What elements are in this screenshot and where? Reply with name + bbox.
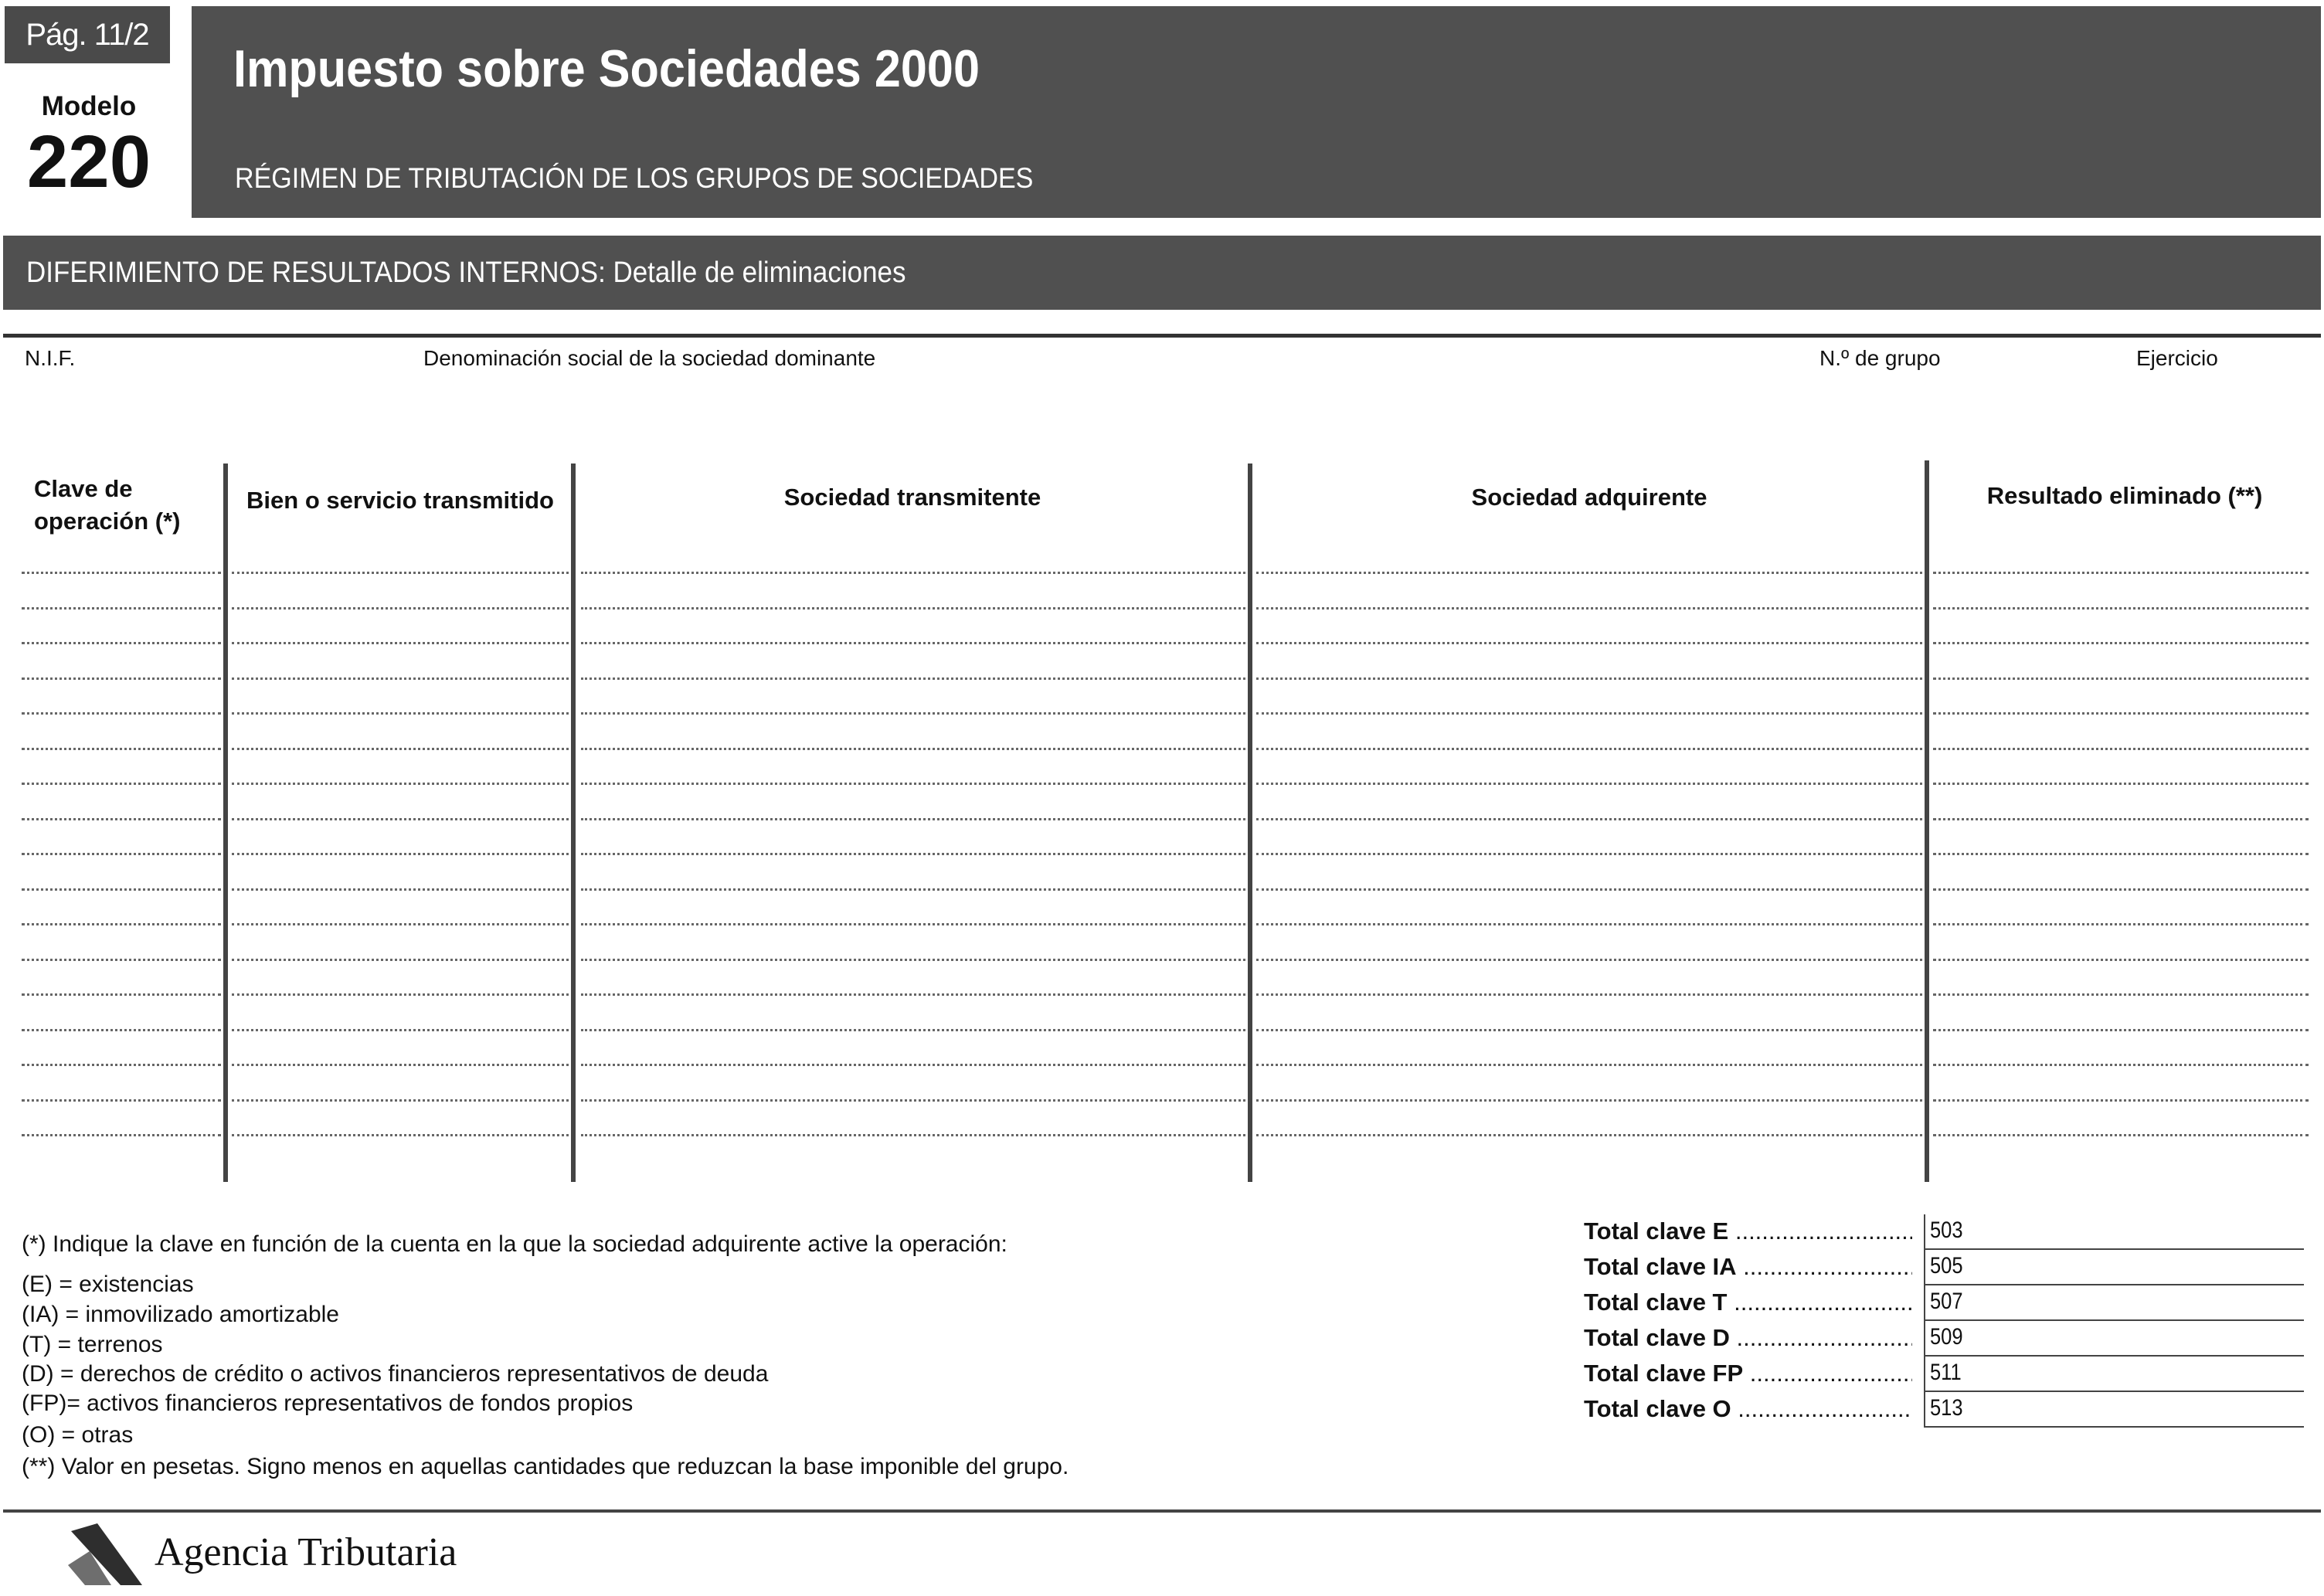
column-header-bien: Bien o servicio transmitido: [246, 487, 554, 514]
table-cell-line[interactable]: [581, 642, 1245, 644]
table-cell-line[interactable]: [581, 1029, 1245, 1031]
nif-field[interactable]: [25, 379, 334, 409]
column-separator: [1248, 464, 1252, 1182]
table-cell-line[interactable]: [232, 677, 569, 680]
total-label: Total clave E .....: [1584, 1217, 1912, 1245]
table-cell-line[interactable]: [1256, 1064, 1922, 1066]
table-cell-line[interactable]: [1256, 818, 1922, 820]
table-cell-line[interactable]: [581, 993, 1245, 996]
section-title: DIFERIMIENTO DE RESULTADOS INTERNOS: Detalle de eliminaciones: [26, 256, 906, 289]
table-cell-line[interactable]: [1933, 572, 2309, 574]
total-row-ia: [1584, 1250, 2302, 1285]
box-code: 505: [1930, 1253, 1963, 1278]
form-subtitle: RÉGIMEN DE TRIBUTACIÓN DE LOS GRUPOS DE SOCIEDADES: [235, 162, 1034, 194]
total-field[interactable]: [1924, 1392, 2304, 1428]
table-cell-line[interactable]: [1256, 1099, 1922, 1102]
table-cell-line[interactable]: [1933, 677, 2309, 680]
note-item: (E) = existencias: [22, 1272, 194, 1297]
agency-logo-icon: [66, 1520, 147, 1588]
table-cell-line[interactable]: [581, 748, 1245, 750]
column-header-resultado: Resultado eliminado (**): [1986, 482, 2263, 509]
table-cell-line[interactable]: [1256, 677, 1922, 680]
total-row-d: [1584, 1321, 2302, 1357]
table-cell-line[interactable]: [22, 1099, 221, 1102]
table-cell-line[interactable]: [1256, 888, 1922, 891]
box-code: 511: [1930, 1360, 1962, 1385]
total-field[interactable]: [1924, 1214, 2304, 1250]
table-cell-line[interactable]: [232, 959, 569, 961]
table-cell-line[interactable]: [22, 1134, 221, 1136]
total-row-e: [1584, 1214, 2302, 1250]
table-cell-line[interactable]: [581, 712, 1245, 715]
table-cell-line[interactable]: [1933, 642, 2309, 644]
total-row-t: [1584, 1285, 2302, 1321]
note-item: (IA) = inmovilizado amortizable: [22, 1302, 339, 1327]
total-label: Total clave O .....: [1584, 1395, 1912, 1423]
total-row-fp: [1584, 1357, 2302, 1392]
note-item: (FP)= activos financieros representativos de fondos propios: [22, 1391, 634, 1416]
table-cell-line[interactable]: [1933, 748, 2309, 750]
page-number-badge: Pág. 11/2: [5, 6, 170, 63]
box-code: 509: [1930, 1324, 1963, 1350]
table-cell-line[interactable]: [581, 1099, 1245, 1102]
box-code: 513: [1930, 1395, 1963, 1421]
table-cell-line[interactable]: [1256, 923, 1922, 925]
column-separator: [571, 464, 576, 1182]
table-cell-line[interactable]: [581, 677, 1245, 680]
column-header-adquirente: Sociedad adquirente: [1471, 484, 1707, 511]
table-cell-line[interactable]: [22, 888, 221, 891]
total-field[interactable]: [1924, 1321, 2304, 1357]
total-label: Total clave T .....: [1584, 1289, 1912, 1316]
table-cell-line[interactable]: [232, 923, 569, 925]
table-cell-line[interactable]: [1256, 572, 1922, 574]
table-cell-line[interactable]: [22, 959, 221, 961]
table-cell-line[interactable]: [232, 572, 569, 574]
table-cell-line[interactable]: [1933, 818, 2309, 820]
table-cell-line[interactable]: [22, 677, 221, 680]
table-cell-line[interactable]: [581, 959, 1245, 961]
table-cell-line[interactable]: [232, 818, 569, 820]
table-cell-line[interactable]: [232, 1029, 569, 1031]
table-cell-line[interactable]: [581, 818, 1245, 820]
table-cell-line[interactable]: [232, 993, 569, 996]
total-row-o: [1584, 1392, 2302, 1428]
table-cell-line[interactable]: [232, 1064, 569, 1066]
modelo-number: 220: [26, 121, 151, 203]
column-header-transmitente: Sociedad transmitente: [783, 484, 1041, 511]
note-item: (D) = derechos de crédito o activos financieros representativos de deuda: [22, 1361, 769, 1387]
table-cell-line[interactable]: [1256, 993, 1922, 996]
note-intro: (*) Indique la clave en función de la cuenta en la que la sociedad adquirente active la operación:: [22, 1231, 1007, 1257]
table-cell-line[interactable]: [1933, 853, 2309, 855]
grupo-label: N.º de grupo: [1819, 346, 1941, 370]
form-title: Impuesto sobre Sociedades 2000: [233, 39, 980, 98]
table-cell-line[interactable]: [1256, 642, 1922, 644]
table-cell-line[interactable]: [1933, 607, 2309, 610]
agency-name: Agencia Tributaria: [155, 1530, 457, 1574]
table-cell-line[interactable]: [1933, 1064, 2309, 1066]
table-cell-line[interactable]: [1933, 1029, 2309, 1031]
table-cell-line[interactable]: [581, 572, 1245, 574]
table-cell-line[interactable]: [232, 712, 569, 715]
table-cell-line[interactable]: [232, 1099, 569, 1102]
total-field[interactable]: [1924, 1357, 2304, 1392]
footer-divider: [3, 1509, 2321, 1513]
denominacion-label: Denominación social de la sociedad dominante: [423, 346, 876, 370]
total-label: Total clave FP .....: [1584, 1360, 1912, 1387]
table-cell-line[interactable]: [1933, 1099, 2309, 1102]
modelo-label: Modelo: [41, 91, 137, 121]
table-cell-line[interactable]: [232, 642, 569, 644]
table-cell-line[interactable]: [581, 888, 1245, 891]
table-cell-line[interactable]: [22, 572, 221, 574]
table-cell-line[interactable]: [232, 748, 569, 750]
note-item: (T) = terrenos: [22, 1332, 163, 1357]
table-cell-line[interactable]: [1933, 888, 2309, 891]
column-separator: [223, 464, 228, 1182]
denominacion-field[interactable]: [423, 379, 1799, 409]
table-cell-line[interactable]: [22, 712, 221, 715]
table-cell-line[interactable]: [581, 853, 1245, 855]
nif-label: N.I.F.: [25, 346, 76, 370]
table-cell-line[interactable]: [22, 642, 221, 644]
table-cell-line[interactable]: [232, 783, 569, 785]
table-cell-line[interactable]: [232, 853, 569, 855]
table-cell-line[interactable]: [22, 607, 221, 610]
table-cell-line[interactable]: [581, 783, 1245, 785]
table-cell-line[interactable]: [1256, 1029, 1922, 1031]
total-field[interactable]: [1924, 1285, 2304, 1321]
table-cell-line[interactable]: [22, 818, 221, 820]
table-cell-line[interactable]: [232, 888, 569, 891]
table-cell-line[interactable]: [1256, 853, 1922, 855]
note-footer: (**) Valor en pesetas. Signo menos en aquellas cantidades que reduzcan la base imponible del grupo.: [22, 1454, 1069, 1479]
grupo-field[interactable]: [1819, 379, 2113, 409]
table-cell-line[interactable]: [22, 1029, 221, 1031]
table-cell-line[interactable]: [581, 1064, 1245, 1066]
table-cell-line[interactable]: [1933, 923, 2309, 925]
table-cell-line[interactable]: [1933, 959, 2309, 961]
ejercicio-field[interactable]: [2136, 379, 2314, 409]
box-code: 503: [1930, 1217, 1963, 1243]
note-item: (O) = otras: [22, 1422, 134, 1448]
table-cell-line[interactable]: [22, 748, 221, 750]
table-cell-line[interactable]: [22, 853, 221, 855]
table-cell-line[interactable]: [232, 607, 569, 610]
total-label: Total clave IA .....: [1584, 1253, 1912, 1281]
table-cell-line[interactable]: [1933, 1134, 2309, 1136]
header-divider: [3, 334, 2321, 338]
total-field[interactable]: [1924, 1250, 2304, 1285]
table-cell-line[interactable]: [1933, 993, 2309, 996]
column-header-clave: Clave de operación (*): [34, 475, 181, 535]
table-cell-line[interactable]: [1933, 712, 2309, 715]
table-cell-line[interactable]: [1256, 712, 1922, 715]
table-cell-line[interactable]: [22, 783, 221, 785]
table-cell-line[interactable]: [22, 993, 221, 996]
table-cell-line[interactable]: [1256, 748, 1922, 750]
table-cell-line[interactable]: [1933, 783, 2309, 785]
table-cell-line[interactable]: [1256, 1134, 1922, 1136]
ejercicio-label: Ejercicio: [2136, 346, 2218, 370]
table-cell-line[interactable]: [1256, 959, 1922, 961]
total-label: Total clave D .....: [1584, 1324, 1912, 1352]
table-cell-line[interactable]: [581, 923, 1245, 925]
table-cell-line[interactable]: [232, 1134, 569, 1136]
table-cell-line[interactable]: [581, 607, 1245, 610]
box-code: 507: [1930, 1289, 1963, 1314]
table-cell-line[interactable]: [1256, 607, 1922, 610]
table-cell-line[interactable]: [22, 1064, 221, 1066]
table-cell-line[interactable]: [22, 923, 221, 925]
table-cell-line[interactable]: [1256, 783, 1922, 785]
table-cell-line[interactable]: [581, 1134, 1245, 1136]
column-separator: [1925, 460, 1929, 1182]
